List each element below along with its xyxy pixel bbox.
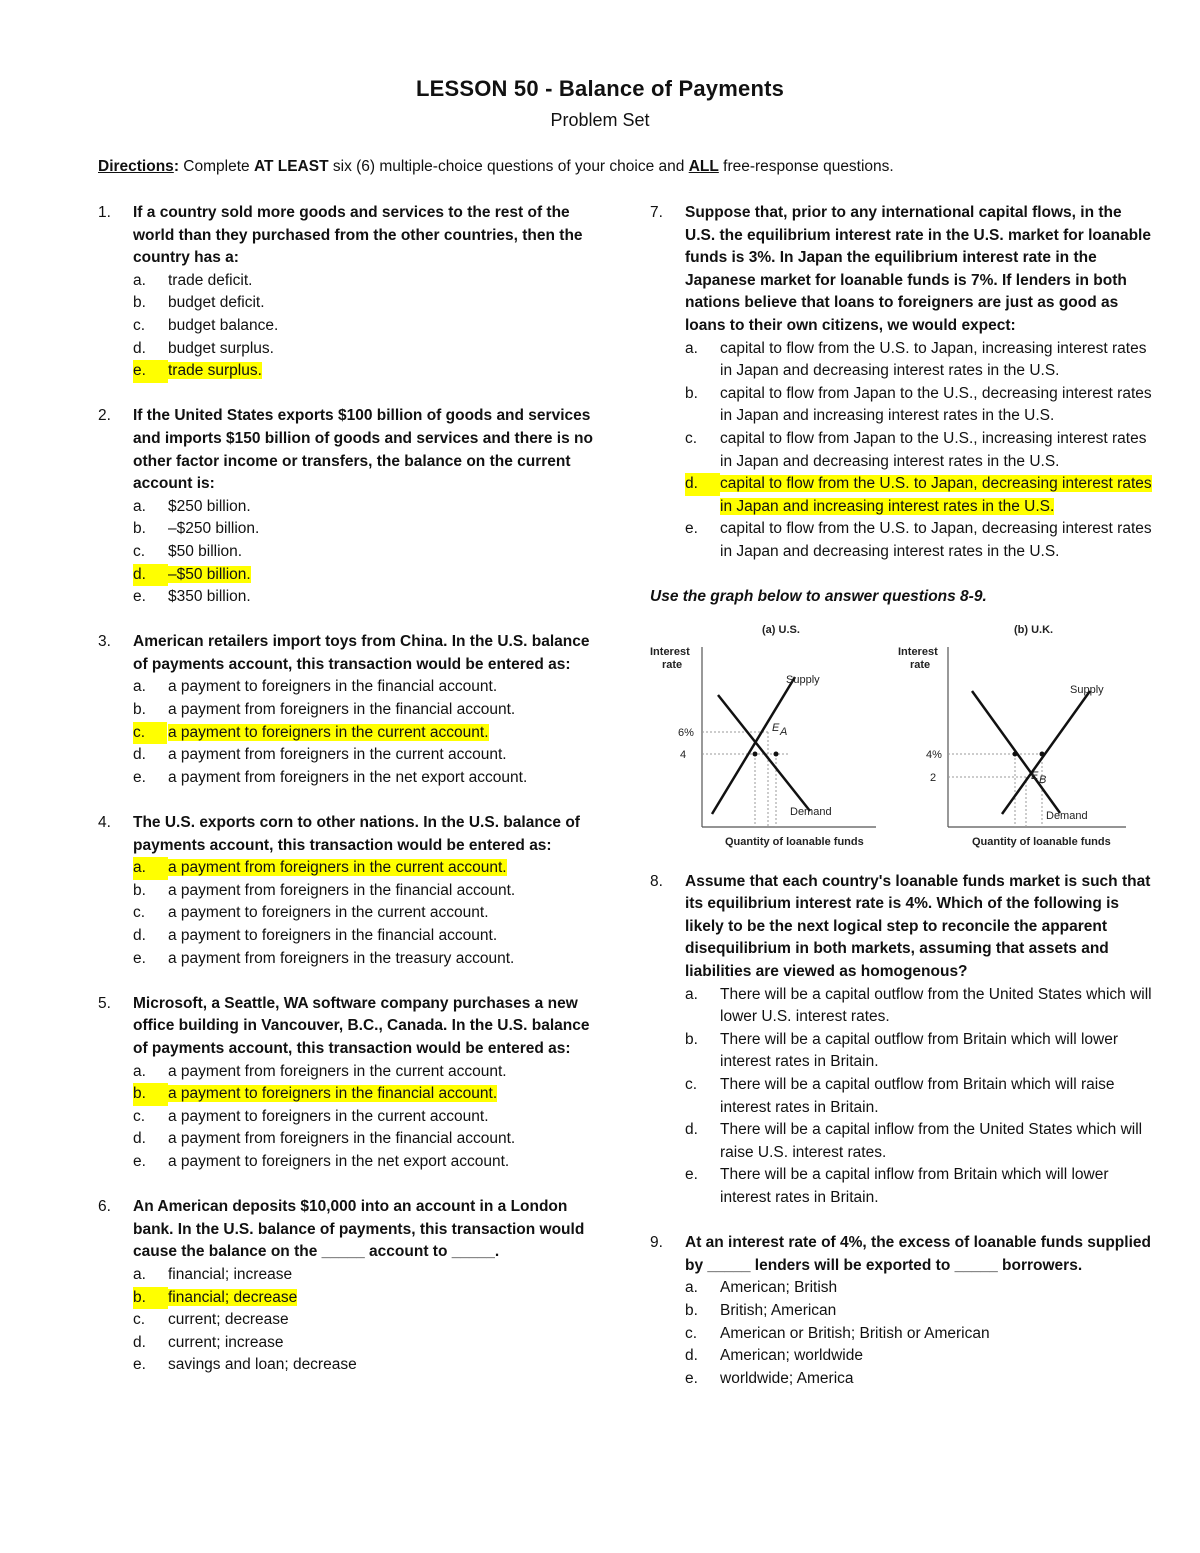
option-text: trade surplus. <box>168 362 262 380</box>
option-letter: d. <box>685 1347 698 1365</box>
answer-option-c <box>133 315 598 338</box>
option-text: current; increase <box>168 1333 284 1351</box>
answer-option-d <box>685 1345 1156 1368</box>
option-letter: e. <box>685 520 698 538</box>
option-letter: b. <box>133 1083 168 1106</box>
question-stem: If a country sold more goods and services to the rest of the world than they purchased from the other countries, then the country has a: <box>133 204 583 267</box>
panel-b-eq-sub: B <box>1039 773 1047 786</box>
option-letter: d. <box>133 746 146 764</box>
answer-option-e <box>133 1354 598 1377</box>
option-text: $350 billion. <box>168 588 251 606</box>
option-letter: e. <box>133 1356 146 1374</box>
answer-option-e-highlighted <box>133 360 598 383</box>
option-letter: a. <box>685 339 698 357</box>
answer-option-e <box>133 586 598 609</box>
option-letter: b. <box>133 520 146 538</box>
answer-option-b <box>133 518 598 541</box>
panel-a-tick-6: 6% <box>678 726 694 739</box>
panel-a-eq-label: E <box>772 721 780 734</box>
right-column <box>650 202 1156 1413</box>
option-text: savings and loan; decrease <box>168 1356 357 1374</box>
answer-option-b <box>133 699 598 722</box>
option-letter: d. <box>685 473 720 496</box>
panel-b-eq-label: E <box>1031 769 1039 782</box>
panel-a-demand-label: Demand <box>790 805 832 818</box>
option-text: a payment from foreigners in the treasury account. <box>168 949 515 967</box>
question-number: 7. <box>650 204 663 221</box>
option-letter: d. <box>133 927 146 944</box>
option-text: –$50 billion. <box>168 565 251 583</box>
answer-option-c-highlighted <box>133 722 598 745</box>
answer-option-c <box>133 902 598 925</box>
answer-option-b <box>685 1300 1156 1323</box>
directions-label: Directions <box>98 158 174 175</box>
question-stem: If the United States exports $100 billion of goods and services and imports $150 billion of goods and services and there is no other factor income or transfers, the balance on the current account is: <box>133 407 593 493</box>
answer-option-a <box>133 1061 598 1084</box>
answer-option-b <box>685 383 1156 428</box>
panel-b-ylabel: Interest <box>898 645 938 658</box>
panel-a-point <box>774 751 779 756</box>
directions-colon: : <box>173 158 179 175</box>
option-text: There will be a capital outflow from Britain which will raise interest rates in Britain. <box>720 1076 1115 1116</box>
option-letter: a. <box>685 1279 698 1297</box>
option-letter: e. <box>133 768 146 786</box>
option-text: a payment to foreigners in the current account. <box>168 1107 489 1125</box>
answer-option-b <box>685 1029 1156 1074</box>
answer-option-b-highlighted <box>133 1083 598 1106</box>
question-4 <box>98 812 598 970</box>
page-subtitle: Problem Set <box>550 110 650 130</box>
option-letter: d. <box>133 564 168 587</box>
answer-option-e <box>133 948 598 971</box>
graph-svg <box>650 619 1140 849</box>
option-letter: d. <box>133 1130 146 1148</box>
option-letter: b. <box>685 1030 698 1048</box>
answer-option-e <box>685 1164 1156 1209</box>
option-letter: c. <box>133 722 167 745</box>
option-letter: e. <box>133 1152 146 1170</box>
option-letter: c. <box>133 316 146 334</box>
option-letter: b. <box>133 701 146 719</box>
panel-b-tick-4: 4% <box>926 748 942 761</box>
option-text: a payment from foreigners in the financial account. <box>168 701 516 719</box>
option-letter: b. <box>133 294 146 312</box>
answer-option-b <box>133 880 598 903</box>
option-letter: a. <box>685 985 698 1003</box>
option-text: There will be a capital inflow from Britain which will lower interest rates in Britain. <box>720 1166 1109 1206</box>
answer-option-e <box>685 518 1156 563</box>
option-text: a payment from foreigners in the net export account. <box>168 768 528 786</box>
option-text: $250 billion. <box>168 497 251 515</box>
option-text: financial; increase <box>168 1265 293 1283</box>
question-stem: An American deposits $10,000 into an account in a London bank. In the U.S. balance of payments, this transaction would cause the balance on the _____ account to _____. <box>133 1198 585 1261</box>
option-text: a payment from foreigners in the current account. <box>168 1062 507 1080</box>
option-text: worldwide; America <box>720 1369 854 1387</box>
option-text: capital to flow from the U.S. to Japan, decreasing interest rates in Japan and decreasing interest rates in the U.S. <box>720 520 1152 560</box>
question-stem: Suppose that, prior to any international capital flows, in the U.S. the equilibrium interest rate in the U.S. market for loanable funds is 3%. In Japan the equilibrium interest rate in the Japanese market for loanable funds is 7%. If lenders in both nations believe that loans to foreigners are just as good as loans to their own citizens, we would expect: <box>685 204 1151 334</box>
page-title: LESSON 50 - Balance of Payments <box>415 76 785 101</box>
option-text: a payment to foreigners in the financial account. <box>168 1085 498 1103</box>
option-letter: c. <box>133 904 146 922</box>
option-letter: a. <box>133 1062 146 1080</box>
option-text: budget deficit. <box>168 294 265 312</box>
graph-instruction: Use the graph below to answer questions 8-9. <box>650 588 987 606</box>
option-letter: a. <box>133 857 168 880</box>
answer-option-c <box>685 1074 1156 1119</box>
answer-option-e <box>133 1151 598 1174</box>
option-letter: b. <box>133 1287 168 1310</box>
directions-text: Complete <box>178 158 254 175</box>
option-letter: b. <box>133 881 146 899</box>
option-letter: c. <box>133 1311 146 1329</box>
option-letter: c. <box>133 1107 146 1125</box>
question-6 <box>98 1196 598 1377</box>
panel-b-point <box>1013 751 1018 756</box>
panel-b-supply-label: Supply <box>1070 683 1104 696</box>
answer-option-d <box>133 744 598 767</box>
question-5 <box>98 993 598 1174</box>
option-text: a payment from foreigners in the financial account. <box>168 881 516 899</box>
option-text: capital to flow from the U.S. to Japan, decreasing interest rates in Japan and increasing interest rates in the U.S. <box>720 475 1152 515</box>
option-text: capital to flow from Japan to the U.S., increasing interest rates in Japan and decreasing interest rates in the U.S. <box>720 429 1147 470</box>
question-1 <box>98 202 598 383</box>
answer-option-a <box>133 1264 598 1287</box>
question-number: 5. <box>98 994 111 1012</box>
option-letter: e. <box>133 949 146 967</box>
panel-b-ylabel-2: rate <box>910 658 931 671</box>
question-3 <box>98 631 598 789</box>
panel-a-demand-curve <box>718 695 810 811</box>
option-letter: e. <box>685 1166 698 1184</box>
question-number: 8. <box>650 872 663 890</box>
directions-text: six (6) multiple-choice questions of your choice and <box>328 158 689 175</box>
option-text: American; British <box>720 1279 838 1297</box>
option-letter: c. <box>133 542 146 560</box>
answer-option-a <box>685 1277 1156 1300</box>
question-stem: Microsoft, a Seattle, WA software company purchases a new office building in Vancouver, B.C., Canada. In the U.S. balance of payments account, this transaction would be entered as: <box>133 994 590 1057</box>
option-letter: a. <box>133 497 146 515</box>
option-letter: b. <box>685 384 698 402</box>
option-letter: d. <box>133 339 146 357</box>
option-text: capital to flow from Japan to the U.S., decreasing interest rates in Japan and increasing interest rates in the U.S. <box>720 384 1152 425</box>
option-letter: b. <box>685 1301 698 1319</box>
option-text: capital to flow from the U.S. to Japan, increasing interest rates in Japan and decreasing interest rates in the U.S. <box>720 339 1147 380</box>
question-number: 9. <box>650 1234 663 1252</box>
panel-a-supply-curve <box>712 677 795 814</box>
answer-option-c <box>133 1309 598 1332</box>
answer-option-a <box>685 338 1156 383</box>
answer-option-b <box>133 292 598 315</box>
answer-option-d <box>133 925 598 948</box>
option-letter: e. <box>685 1369 698 1387</box>
question-9 <box>650 1232 1156 1390</box>
panel-a-xlabel: Quantity of loanable funds <box>725 835 864 848</box>
left-column <box>98 202 598 1399</box>
directions <box>98 158 1138 176</box>
answer-option-c <box>685 1323 1156 1346</box>
answer-option-a <box>133 270 598 293</box>
panel-b-xlabel: Quantity of loanable funds <box>972 835 1111 848</box>
option-text: There will be a capital outflow from Britain which will lower interest rates in Britain. <box>720 1030 1118 1071</box>
answer-option-a <box>133 676 598 699</box>
answer-option-d-highlighted <box>685 473 1156 518</box>
answer-option-c <box>133 1106 598 1129</box>
option-letter: a. <box>133 678 146 696</box>
option-letter: e. <box>133 360 168 383</box>
option-text: a payment from foreigners in the financial account. <box>168 1130 516 1148</box>
directions-text: free-response questions. <box>718 158 894 175</box>
answer-option-d <box>133 1128 598 1151</box>
question-number: 2. <box>98 407 111 425</box>
option-text: budget surplus. <box>168 339 274 357</box>
option-letter: d. <box>685 1121 698 1139</box>
answer-option-a <box>133 496 598 519</box>
loanable-funds-graph <box>650 619 1140 849</box>
option-text: There will be a capital inflow from the United States which will raise U.S. interest rates. <box>720 1121 1143 1161</box>
panel-b-demand-label: Demand <box>1046 809 1088 822</box>
answer-option-b-highlighted <box>133 1287 598 1310</box>
question-number: 3. <box>98 633 111 651</box>
option-text: American; worldwide <box>720 1347 863 1365</box>
panel-a-title: (a) U.S. <box>762 623 800 636</box>
answer-option-d <box>133 338 598 361</box>
option-letter: e. <box>133 588 146 606</box>
option-text: a payment from foreigners in the current account. <box>168 859 507 877</box>
question-stem: Assume that each country's loanable funds market is such that its equilibrium interest rate is 4%. Which of the following is likely to be the next logical step to reconcile the apparent disequilibrium in both markets, assuming that assets and liabilities are viewed as homogenous? <box>685 872 1151 981</box>
option-text: a payment to foreigners in the financial account. <box>168 678 498 696</box>
answer-option-e <box>133 767 598 790</box>
option-text: a payment to foreigners in the current account. <box>168 904 489 922</box>
option-letter: c. <box>685 429 698 447</box>
question-number: 1. <box>98 204 111 221</box>
answer-option-a-highlighted <box>133 857 598 880</box>
option-letter: a. <box>133 271 146 289</box>
answer-option-c <box>133 541 598 564</box>
option-text: American or British; British or American <box>720 1324 990 1342</box>
panel-a-point <box>753 751 758 756</box>
answer-option-a <box>685 984 1156 1029</box>
panel-a-supply-label: Supply <box>786 673 820 686</box>
option-letter: c. <box>685 1076 698 1094</box>
question-7 <box>650 202 1156 564</box>
panel-b-title: (b) U.K. <box>1014 623 1054 636</box>
question-stem: The U.S. exports corn to other nations. In the U.S. balance of payments account, this transaction would be entered as: <box>133 814 580 854</box>
directions-emphasis: AT LEAST <box>253 158 329 175</box>
option-text: There will be a capital outflow from the United States which will lower U.S. interest rates. <box>720 985 1152 1026</box>
answer-option-d <box>685 1119 1156 1164</box>
option-letter: a. <box>133 1265 146 1283</box>
option-text: budget balance. <box>168 316 279 334</box>
question-8 <box>650 871 1156 1210</box>
option-text: –$250 billion. <box>168 520 260 538</box>
panel-a-ylabel-2: rate <box>662 658 683 671</box>
option-text: trade deficit. <box>168 271 253 289</box>
question-stem: American retailers import toys from China. In the U.S. balance of payments account, this transaction would be entered as: <box>133 633 590 673</box>
panel-b-point <box>1040 751 1045 756</box>
option-text: a payment to foreigners in the current account. <box>168 723 489 741</box>
answer-option-d <box>133 1332 598 1355</box>
option-letter: d. <box>133 1333 146 1351</box>
option-text: a payment to foreigners in the financial account. <box>168 927 498 944</box>
option-text: a payment from foreigners in the current account. <box>168 746 507 764</box>
question-stem: At an interest rate of 4%, the excess of loanable funds supplied by _____ lenders will be exported to _____ borrowers. <box>685 1234 1151 1274</box>
option-text: British; American <box>720 1301 837 1319</box>
answer-option-e <box>685 1368 1156 1391</box>
option-letter: c. <box>685 1324 698 1342</box>
answer-option-c <box>685 428 1156 473</box>
panel-b-tick-2: 2 <box>930 771 937 784</box>
option-text: a payment to foreigners in the net export account. <box>168 1152 510 1170</box>
panel-a-ylabel: Interest <box>650 645 690 658</box>
question-number: 4. <box>98 814 111 832</box>
option-text: $50 billion. <box>168 542 243 560</box>
directions-emphasis: ALL <box>688 158 719 175</box>
option-text: current; decrease <box>168 1311 289 1329</box>
question-number: 6. <box>98 1198 111 1216</box>
option-text: financial; decrease <box>168 1288 298 1306</box>
panel-a-tick-4: 4 <box>680 748 687 761</box>
panel-a-eq-sub: A <box>780 725 788 738</box>
answer-option-d-highlighted <box>133 564 598 587</box>
question-2 <box>98 405 598 608</box>
